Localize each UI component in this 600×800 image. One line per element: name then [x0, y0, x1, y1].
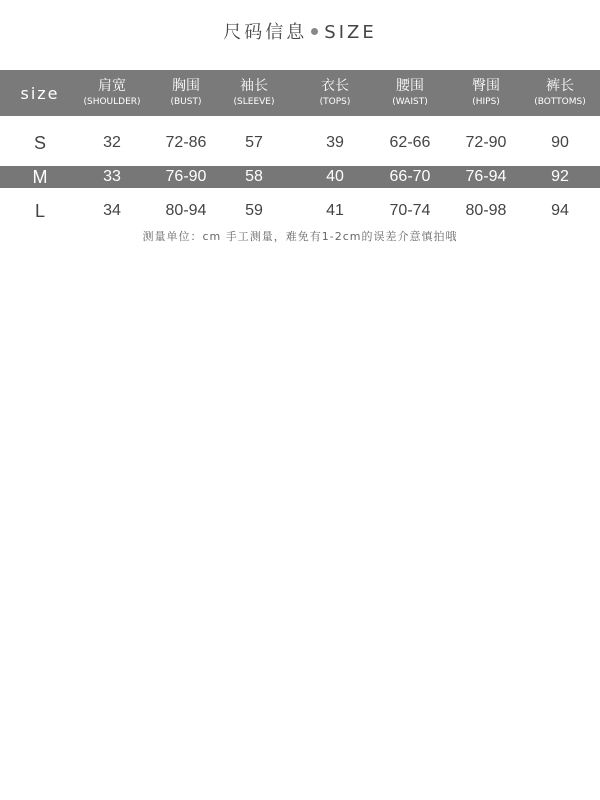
- title-en: SIZE: [324, 22, 377, 43]
- table-row: [0, 126, 600, 160]
- table-cell: 80-98: [465, 202, 507, 219]
- table-cell: 92: [551, 168, 569, 185]
- table-cell: 94: [551, 202, 569, 219]
- table-header: [0, 70, 600, 116]
- table-cell: 34: [103, 202, 121, 219]
- table-cell: 76-94: [465, 168, 507, 185]
- table-cell: 66-70: [389, 168, 431, 185]
- row-size: S: [33, 132, 46, 153]
- page-title: [0, 18, 600, 44]
- table-cell: 80-94: [165, 202, 207, 219]
- table-cell: 40: [326, 168, 344, 185]
- header-waist: 腰围 (WAIST): [392, 78, 428, 107]
- title-cn: 尺码信息: [223, 22, 308, 43]
- bullet-dot-icon: [311, 28, 318, 35]
- header-size: size: [20, 83, 60, 103]
- header-bottoms: 裤长 (BOTTOMS): [534, 78, 586, 107]
- header-bust: 胸围 (BUST): [170, 78, 202, 107]
- table-cell: 70-74: [389, 202, 431, 219]
- header-sleeve: 袖长 (SLEEVE): [233, 78, 275, 107]
- header-shoulder: 肩宽 (SHOULDER): [83, 78, 141, 107]
- row-size: M: [32, 166, 48, 187]
- header-tops: 衣长 (TOPS): [319, 78, 351, 107]
- row-size: L: [34, 200, 45, 221]
- measurement-note: 测量单位：cm 手工测量，难免有1-2cm的误差介意慎拍哦: [142, 230, 458, 243]
- header-hips: 臀围 (HIPS): [472, 78, 500, 107]
- table-cell: 32: [103, 134, 121, 151]
- table-cell: 72-86: [165, 134, 207, 151]
- table-cell: 72-90: [465, 134, 507, 151]
- table-cell: 41: [326, 202, 344, 219]
- table-cell: 59: [245, 202, 263, 219]
- table-cell: 58: [245, 168, 263, 185]
- table-cell: 90: [551, 134, 569, 151]
- table-row: [0, 194, 600, 228]
- table-cell: 57: [245, 134, 263, 151]
- table-cell: 33: [103, 168, 121, 185]
- table-cell: 39: [326, 134, 344, 151]
- table-cell: 76-90: [165, 168, 207, 185]
- table-row: [0, 166, 600, 188]
- size-table: [0, 70, 600, 228]
- table-cell: 62-66: [389, 134, 431, 151]
